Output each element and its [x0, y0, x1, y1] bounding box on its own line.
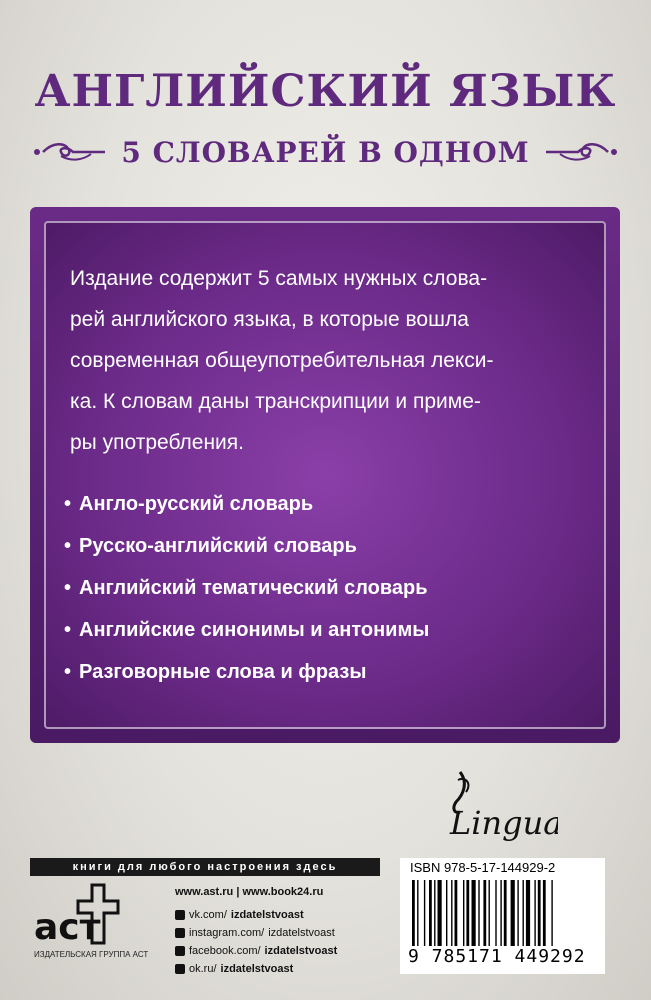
description-line: ка. К словам даны транскрипции и приме- — [70, 390, 481, 413]
cover-subtitle: 5 СЛОВАРЕЙ В ОДНОМ — [121, 135, 530, 169]
feature-label: Русско-английский словарь — [79, 535, 357, 557]
social-prefix: facebook.com/ — [189, 945, 261, 957]
feature-list — [64, 488, 604, 698]
social-links — [175, 906, 337, 978]
barcode-digits: 9 785171 449292 — [408, 946, 586, 967]
vk-icon — [175, 910, 185, 920]
bullet-icon: • — [64, 577, 72, 599]
list-item — [64, 656, 604, 698]
bullet-icon: • — [64, 493, 72, 515]
description-line: рей английского языка, в которые вошла — [70, 308, 469, 331]
barcode-block — [400, 858, 605, 974]
social-handle: izdatelstvoast — [264, 945, 338, 957]
list-item — [175, 906, 337, 924]
feature-label: Разговорные слова и фразы — [79, 661, 367, 683]
barcode-icon — [410, 880, 595, 946]
social-handle: izdatelstvoast — [230, 909, 304, 921]
tagline-banner: книги для любого настроения здесь — [30, 858, 380, 876]
bullet-icon: • — [64, 661, 72, 683]
list-item — [64, 530, 604, 572]
description-line: ры употребления. — [70, 431, 244, 454]
feature-label: Английский тематический словарь — [79, 577, 428, 599]
description-text — [70, 258, 590, 463]
ok-icon — [175, 964, 185, 974]
social-handle: izdatelstvoast — [220, 963, 294, 975]
list-item — [175, 924, 337, 942]
right-flourish-icon — [544, 140, 620, 164]
social-handle: izdatelstvoast — [268, 927, 335, 939]
description-line: Издание содержит 5 самых нужных слова- — [70, 267, 488, 290]
social-prefix: vk.com/ — [189, 909, 227, 921]
publisher-name: ИЗДАТЕЛЬСКАЯ ГРУППА АСТ — [34, 950, 149, 959]
feature-label: Английские синонимы и антонимы — [79, 619, 430, 641]
bullet-icon: • — [64, 619, 72, 641]
instagram-icon — [175, 928, 185, 938]
lingua-wordmark: Lingua — [450, 804, 558, 842]
list-item — [175, 942, 337, 960]
bullet-icon: • — [64, 535, 72, 557]
feature-label: Англо-русский словарь — [79, 493, 314, 515]
websites: www.ast.ru | www.book24.ru — [175, 886, 324, 898]
list-item — [175, 960, 337, 978]
description-line: современная общеупотребительная лекси- — [70, 349, 494, 372]
list-item — [64, 572, 604, 614]
social-prefix: ok.ru/ — [189, 963, 217, 975]
facebook-icon — [175, 946, 185, 956]
lingua-logo — [438, 768, 558, 848]
social-prefix: instagram.com/ — [189, 927, 265, 939]
subtitle-row — [0, 130, 651, 174]
list-item — [64, 488, 604, 530]
left-flourish-icon — [31, 140, 107, 164]
list-item — [64, 614, 604, 656]
cover-title: АНГЛИЙСКИЙ ЯЗЫК — [34, 66, 617, 117]
ast-logo — [32, 883, 122, 949]
isbn-label: ISBN 978-5-17-144929-2 — [410, 860, 556, 875]
ast-wordmark: aст — [34, 907, 101, 948]
